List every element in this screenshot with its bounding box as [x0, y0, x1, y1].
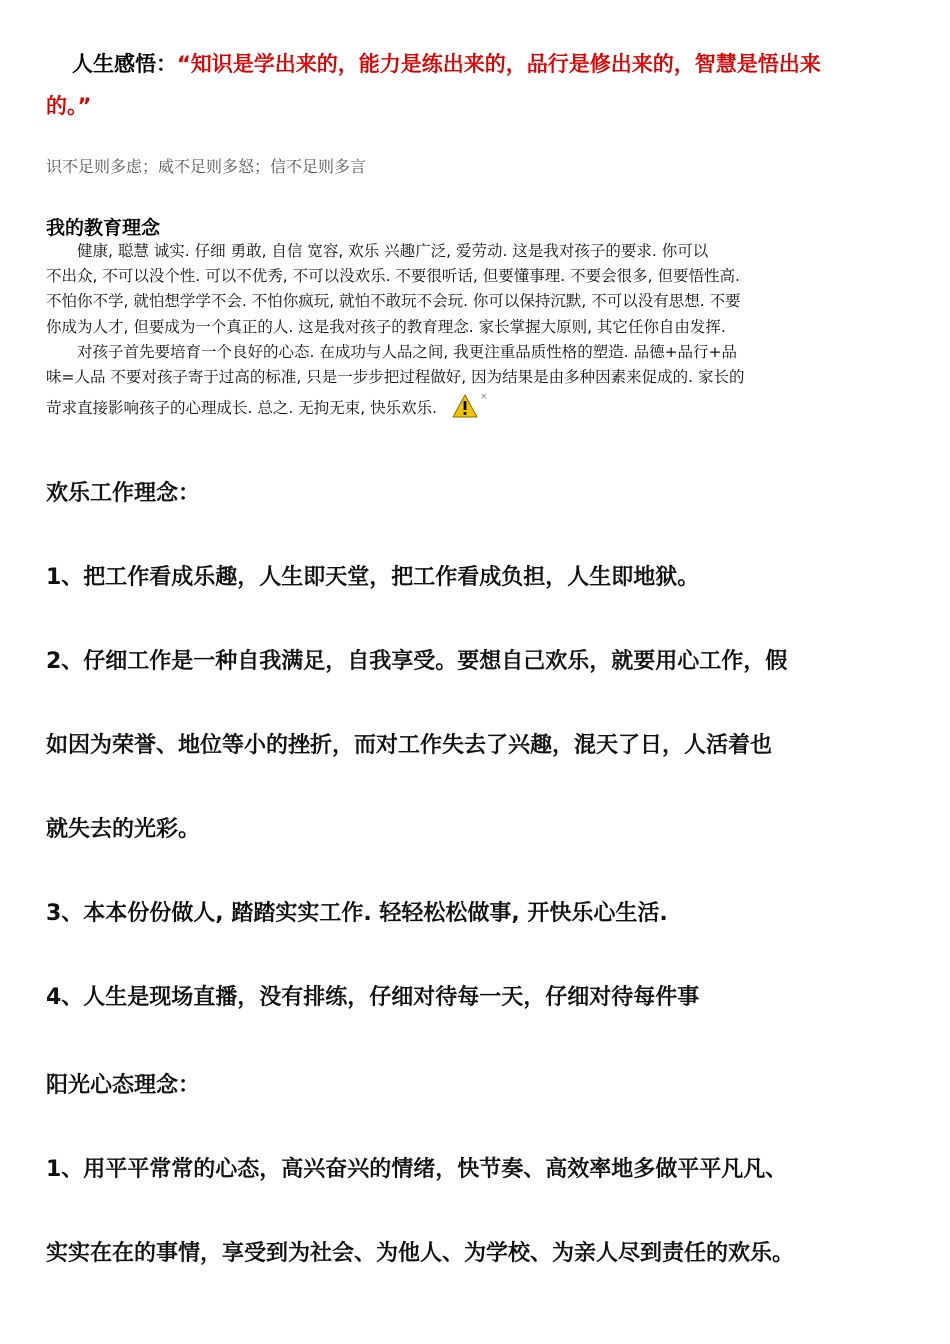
education-line-last — [46, 392, 906, 421]
happy-work-item-3: 3、本本份份做人, 踏踏实实工作. 轻轻松松做事, 开快乐心生活. — [46, 901, 668, 926]
quote-line-1 — [72, 48, 821, 78]
education-line: 不出众, 不可以没个性. 可以不优秀, 不可以没欢乐. 不要很听话, 但要懂事理. 不要会很多, 但要悟性高. — [46, 267, 740, 285]
happy-work-item-2-cont: 就失去的光彩。 — [46, 817, 201, 842]
happy-work-title: 欢乐工作理念： — [46, 481, 201, 506]
warning-icon — [452, 394, 478, 418]
education-line: 健康, 聪慧 诚实. 仔细 勇敢, 自信 宽容, 欢乐 兴趣广泛, 爱劳动. 这是我对孩子的要求. 你可以 — [46, 242, 709, 260]
proverb-text: 识不足则多虑；威不足则多怒；信不足则多言 — [46, 157, 367, 176]
quote-line-2: 的。” — [46, 94, 92, 118]
sunshine-title: 阳光心态理念： — [46, 1073, 201, 1098]
happy-work-item-2: 2、仔细工作是一种自我满足，自我享受。要想自己欢乐，就要用心工作，假 — [46, 649, 788, 674]
education-line: 对孩子首先要培育一个良好的心态. 在成功与人品之间, 我更注重品质性格的塑造. 品德+品行+品 — [46, 343, 738, 361]
education-line: 不怕你不学, 就怕想学学不会. 不怕你疯玩, 就怕不敢玩不会玩. 你可以保持沉默, 不可以没有思想. 不要 — [46, 292, 741, 310]
happy-work-item-2-cont: 如因为荣誉、地位等小的挫折，而对工作失去了兴趣，混天了日，人活着也 — [46, 733, 773, 758]
sunshine-item-1: 1、用平平常常的心态，高兴奋兴的情绪，快节奏、高效率地多做平平凡凡、 — [46, 1157, 788, 1182]
quote-text-red: “知识是学出来的，能力是练出来的，品行是修出来的，智慧是悟出来 — [177, 52, 821, 76]
education-line: 你成为人才, 但要成为一个真正的人. 这是我对孩子的教育理念. 家长掌握大原则, 其它任你自由发挥. — [46, 318, 726, 336]
education-title: 我的教育理念 — [46, 217, 161, 239]
sunshine-item-1-cont: 实实在在的事情，享受到为社会、为他人、为学校、为亲人尽到责任的欢乐。 — [46, 1241, 795, 1266]
quote-label: 人生感悟： — [72, 52, 177, 76]
education-line-text: 苛求直接影响孩子的心理成长. 总之. 无拘无束, 快乐欢乐. — [46, 399, 437, 417]
education-line: 味=人品 不要对孩子寄于过高的标准, 只是一步步把过程做好, 因为结果是由多种因素来促成的. 家长的 — [46, 368, 745, 386]
happy-work-item-1: 1、把工作看成乐趣，人生即天堂，把工作看成负担，人生即地狱。 — [46, 565, 700, 590]
close-icon[interactable]: × — [479, 392, 488, 402]
happy-work-item-4: 4、人生是现场直播，没有排练，仔细对待每一天，仔细对待每件事 — [46, 985, 700, 1010]
